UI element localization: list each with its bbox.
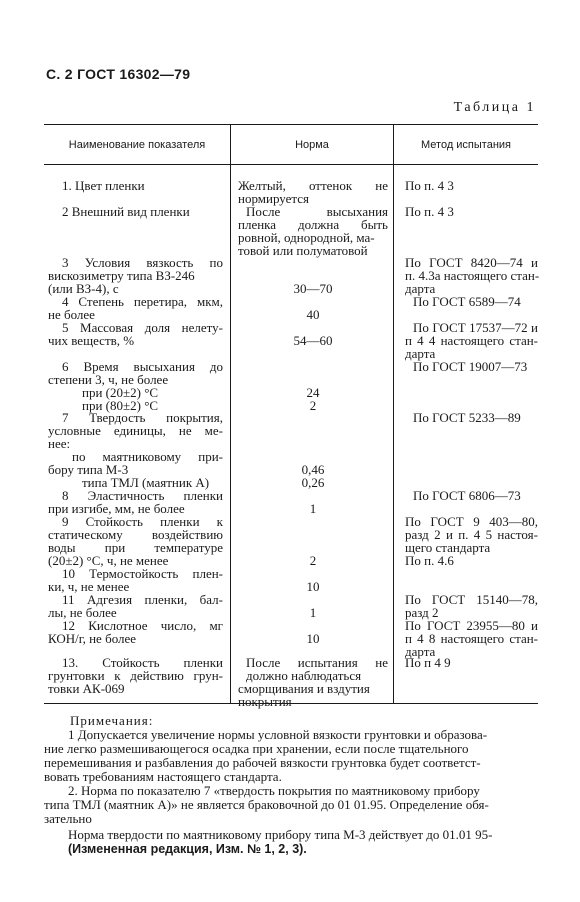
note-line: типа ТМЛ (маятник А)» не является браковочной до 01 01.95. Определение обя- bbox=[44, 797, 489, 812]
method-cell: По п 4 9 bbox=[405, 655, 451, 670]
indicator-cell: 9 Стойкость пленки к статическому воздействию воды при температуре (20±2) °С, ч, не менее bbox=[48, 514, 223, 568]
table-top-rule bbox=[44, 124, 538, 125]
norm-cell: 54—60 bbox=[293, 333, 333, 348]
norm-cell: 10 bbox=[306, 631, 320, 646]
indicator-cell: 6 Время высыхания до степени 3, ч, не более при (20±2) °С при (80±2) °С bbox=[48, 359, 223, 413]
note-line: ние легко размешивающегося осадка при хранении, если после тщательного bbox=[44, 741, 469, 756]
norm-cell: После высыхания пленка должна быть ровной, однородной, ма- товой или полуматовой bbox=[238, 204, 388, 258]
indicator-cell: 11 Адгезия пленки, бал- лы, не более bbox=[48, 592, 223, 620]
indicator-cell: 4 Степень перетира, мкм, не более bbox=[48, 294, 223, 322]
method-cell: По ГОСТ 23955—80 и п 4 8 настоящего стан- дарта bbox=[405, 618, 538, 659]
method-cell: По ГОСТ 5233—89 bbox=[413, 410, 521, 425]
method-cell: По п. 4 3 bbox=[405, 204, 454, 219]
indicator-cell: 8 Эластичность пленки при изгибе, мм, не более bbox=[48, 488, 223, 516]
norm-cell: 0,46 0,26 bbox=[301, 462, 325, 490]
norm-cell: Желтый, оттенок не нормируется bbox=[238, 178, 388, 206]
note-line: 1 Допускается увеличение нормы условной вязкости грунтовки и образова- bbox=[68, 727, 488, 742]
norm-cell: 1 bbox=[309, 605, 317, 620]
indicator-cell: 12 Кислотное число, мг КОН/г, не более bbox=[48, 618, 223, 646]
method-cell: По ГОСТ 15140—78, разд 2 bbox=[405, 592, 538, 620]
column-divider-2 bbox=[393, 124, 394, 703]
method-cell: По ГОСТ 8420—74 и п. 4.3а настоящего стан- дарта bbox=[405, 255, 540, 296]
table-header-rule bbox=[44, 164, 538, 165]
indicator-cell: 10 Термостойкость плен- ки, ч, не менее bbox=[48, 566, 223, 594]
method-cell: По ГОСТ 6589—74 bbox=[413, 294, 521, 309]
column-divider-1 bbox=[230, 124, 231, 703]
edition-note: (Измененная редакция, Изм. № 1, 2, 3). bbox=[68, 842, 307, 856]
indicator-cell: 7 Твердость покрытия, условные единицы, не ме- нее: по маятниковому при- бору типа М-3 типа ТМЛ (маятник А) bbox=[48, 410, 223, 490]
note-line: перемешивания и разбавления до рабочей вязкости грунтовка будет соответст- bbox=[44, 755, 481, 770]
note-line: вовать требованиям настоящего стандарта. bbox=[44, 769, 282, 784]
header-indicator: Наименование показателя bbox=[68, 139, 206, 151]
note-line: Норма твердости по маятниковому прибору типа М-3 действует до 01.01 95- bbox=[68, 827, 493, 842]
note-line: 2. Норма по показателю 7 «твердость покрытия по маятниковому прибору bbox=[68, 783, 480, 798]
note-line: зательно bbox=[44, 811, 92, 826]
norm-cell: 30—70 bbox=[293, 281, 333, 296]
norm-cell: 40 bbox=[306, 307, 320, 322]
norm-cell: 24 2 bbox=[306, 385, 320, 413]
method-cell: По ГОСТ 9 403—80, разд 2 и п. 4 5 настоя- щего стандарта По п. 4.6 bbox=[405, 514, 538, 568]
table-caption: Таблица 1 bbox=[453, 100, 536, 115]
running-head: С. 2 ГОСТ 16302—79 bbox=[46, 66, 191, 82]
norm-cell: 1 bbox=[309, 501, 317, 516]
norm-cell: 2 bbox=[309, 553, 317, 568]
norm-cell: После испытания не должно наблюдаться сморщивания и вздутия покрытия bbox=[238, 655, 388, 709]
header-method: Метод испытания bbox=[420, 139, 512, 151]
indicator-cell: 5 Массовая доля нелету- чих веществ, % bbox=[48, 320, 223, 348]
indicator-cell: 1. Цвет пленки bbox=[62, 178, 145, 193]
method-cell: По ГОСТ 17537—72 и п 4 4 настоящего стан- дарта bbox=[405, 320, 538, 361]
indicator-cell: 2 Внешний вид пленки bbox=[62, 204, 190, 219]
notes-block bbox=[44, 714, 540, 856]
method-cell: По ГОСТ 19007—73 bbox=[413, 359, 528, 374]
indicator-cell: 3 Условия вязкость по вискозиметру типа ВЗ-246 (или ВЗ-4), с bbox=[48, 255, 223, 296]
indicator-cell: 13. Стойкость пленки грунтовки к действию грун- товки АК-069 bbox=[48, 655, 223, 696]
method-cell: По ГОСТ 6806—73 bbox=[413, 488, 521, 503]
header-norm: Норма bbox=[295, 139, 329, 151]
norm-cell: 10 bbox=[306, 579, 320, 594]
method-cell: По п. 4 3 bbox=[405, 178, 454, 193]
notes-title: Примечания: bbox=[70, 713, 154, 728]
